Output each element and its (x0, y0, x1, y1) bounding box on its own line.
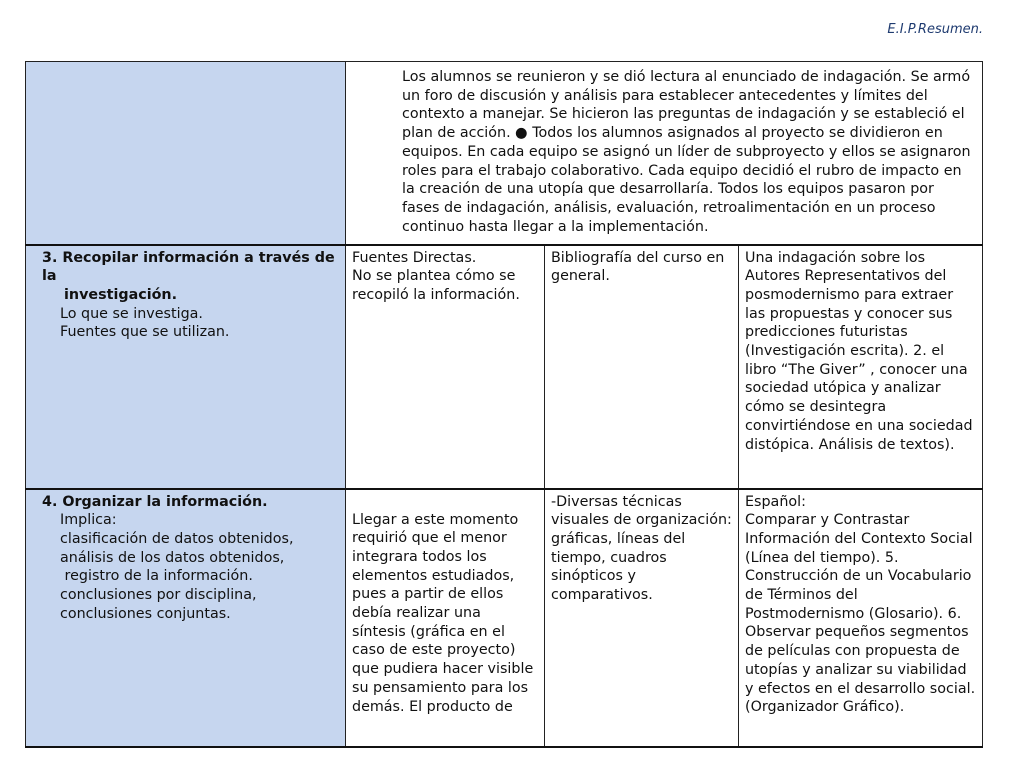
step-subitem: clasificación de datos obtenidos, (60, 530, 294, 547)
step-cell (26, 489, 346, 747)
cell-text: No se plantea cómo se recopiló la información. (352, 268, 520, 303)
cell-text: Comparar y Contrastar Información del Contexto Social (Línea del tiempo). 5. Construcción de un Vocabulario de Términos del Postmodernismo (Glosario). 6. Observar pequeños segmentos de películas con propuesta de utopías y analizar su viabilidad y efectos en el desarrollo social. (Organizador Gráfico). (745, 512, 976, 716)
table-row (26, 245, 983, 489)
step-subitem: conclusiones conjuntas. (60, 605, 231, 622)
cell-text: Español: (745, 493, 806, 510)
step-subitem: registro de la información. (60, 568, 253, 585)
resources-cell (545, 245, 739, 489)
cell-text: Bibliografía del curso en general. (551, 249, 725, 285)
cell-text: -Diversas técnicas visuales de organización: gráficas, líneas del tiempo, cuadros sinópticos y comparativos. (551, 493, 732, 604)
step-title-line: 3. Recopilar información a través de la (42, 249, 335, 285)
cell-text: Llegar a este momento requirió que el menor integrara todos los elementos estudiados, pues a partir de ellos debía realizar una síntesis (gráfica en el caso de este proyecto) que pudiera hacer visible su pensamiento para los demás. El producto de (352, 511, 534, 715)
evidence-cell (346, 489, 545, 747)
step-subitem: conclusiones por disciplina, (60, 587, 257, 604)
resources-cell (545, 489, 739, 747)
cell-text: Una indagación sobre los Autores Representativos del posmodernismo para extraer las propuestas y conocer sus predicciones futuristas (Investigación escrita). 2. el libro “The Giver” , conocer una sociedad utópica y analizar cómo se desintegra convirtiéndose en una sociedad distópica. Análisis de textos). (745, 249, 973, 453)
step-cell (26, 62, 346, 245)
evidence-cell (346, 245, 545, 489)
cell-text: Fuentes Directas. (352, 249, 477, 266)
step-subitem: Implica: (60, 512, 117, 529)
table-row (26, 489, 983, 747)
summary-table (25, 61, 983, 748)
table-row (26, 62, 983, 245)
document-header: E.I.P.Resumen. (887, 22, 983, 37)
step-cell (26, 245, 346, 489)
activities-cell (739, 489, 983, 747)
step-title-line: investigación. (64, 286, 178, 303)
activities-cell (739, 245, 983, 489)
step-title (32, 249, 339, 305)
step-subitem: Fuentes que se utilizan. (60, 324, 230, 341)
description-cell (346, 62, 983, 245)
step-title: 4. Organizar la información. (42, 493, 268, 510)
description-text: Los alumnos se reunieron y se dió lectura al enunciado de indagación. Se armó un foro de discusión y análisis para establecer antecedentes y límites del contexto a manejar. Se hicieron las preguntas de indagación y se estableció el plan de acción. ● Todos los alumnos asignados al proyecto se dividieron en equipos. En cada equipo se asignó un líder de subproyecto y ellos se asignaron roles para el trabajo colaborativo. Cada equipo decidió el rubro de impacto en la creación de una utopía que desarrollaría. Todos los equipos pasaron por fases de indagación, análisis, evaluación, retroalimentación en un proceso continuo hasta llegar a la implementación. (402, 69, 971, 235)
spacer (352, 493, 538, 511)
step-subitem: análisis de los datos obtenidos, (60, 549, 285, 566)
step-subitem: Lo que se investiga. (60, 305, 203, 322)
